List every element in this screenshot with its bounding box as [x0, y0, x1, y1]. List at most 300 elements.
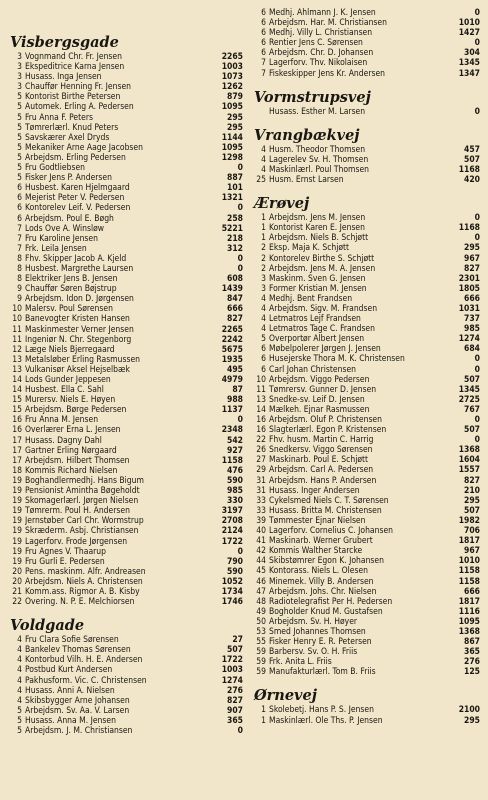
phone-number: 476	[227, 465, 243, 476]
resident-name: Kommis Richard Nielsen	[25, 465, 118, 476]
resident-name: Overing. N. P. E. Melchiorsen	[25, 597, 135, 608]
resident-row	[252, 304, 480, 314]
house-number: 5	[17, 726, 22, 736]
house-number: 59	[256, 657, 266, 668]
house-number: 53	[256, 626, 266, 637]
resident-name: Fisker Jens P. Andersen	[25, 173, 112, 184]
resident-row	[8, 52, 243, 62]
phone-number: 827	[227, 695, 243, 706]
resident-row	[8, 506, 243, 516]
resident-row	[252, 716, 480, 726]
resident-name: Letmatros Lejf Frandsen	[269, 314, 361, 325]
house-number: 3	[261, 273, 266, 284]
resident-row	[252, 425, 480, 435]
resident-row	[252, 58, 480, 68]
resident-name: Carl Johan Christensen	[269, 364, 356, 375]
resident-name: Skibsbygger Arne Johansen	[25, 695, 130, 706]
phone-number: 1817	[458, 596, 480, 607]
resident-row	[252, 496, 480, 506]
resident-row	[8, 486, 243, 496]
house-number: 7	[17, 233, 22, 244]
house-number: 17	[12, 435, 22, 446]
phone-number: 1168	[458, 223, 480, 234]
phone-number: 1262	[221, 82, 243, 93]
phone-number: 1010	[458, 18, 480, 29]
house-number: 19	[12, 486, 22, 497]
house-number: 40	[256, 526, 266, 537]
phone-number: 0	[237, 546, 243, 557]
resident-row	[8, 635, 243, 645]
phone-number: 365	[464, 647, 480, 658]
phone-number: 295	[464, 495, 480, 506]
resident-name: Gartner Erling Nørgaard	[25, 445, 117, 456]
phone-number: 1158	[458, 576, 480, 587]
house-number: 8	[17, 263, 22, 274]
phone-number: 967	[464, 253, 480, 264]
phone-number: 867	[464, 637, 480, 648]
house-number: 16	[12, 415, 22, 426]
resident-row	[8, 415, 243, 425]
phone-number: 1116	[458, 606, 480, 617]
resident-row	[252, 344, 480, 354]
resident-name: Tømrerlærl. Knud Peters	[25, 122, 119, 133]
phone-number: 276	[227, 685, 243, 696]
resident-name: Kontorist Karen E. Jensen	[269, 223, 365, 234]
house-number: 7	[261, 58, 266, 69]
house-number: 42	[256, 546, 266, 557]
resident-row	[8, 425, 243, 435]
resident-list	[252, 705, 480, 725]
phone-number: 4979	[221, 375, 243, 385]
phone-number: 737	[464, 314, 480, 325]
resident-name: Fru Karoline Jensen	[25, 233, 98, 244]
house-number: 4	[261, 154, 266, 165]
phone-number: 1734	[221, 586, 243, 597]
phone-number: 0	[474, 8, 480, 18]
resident-name: Malersv. Poul Sørensen	[25, 304, 113, 315]
house-number: 6	[261, 364, 266, 375]
resident-name: Cykelsmed Niels C. T. Sørensen	[269, 495, 389, 506]
resident-row	[252, 667, 480, 677]
resident-name: Arbejdsm. Viggo Pedersen	[269, 374, 370, 385]
house-number: 9	[17, 294, 22, 305]
resident-row	[252, 334, 480, 344]
resident-name: Lagerelev Sv. H. Thomsen	[269, 154, 369, 165]
resident-list	[8, 635, 243, 736]
house-number: 16	[256, 425, 266, 436]
house-number: 3	[17, 62, 22, 73]
resident-row	[8, 365, 243, 375]
phone-number: 0	[237, 415, 243, 426]
phone-number: 1073	[221, 72, 243, 83]
phone-number: 985	[464, 324, 480, 335]
phone-number: 295	[464, 243, 480, 254]
resident-name: Minemek. Villy B. Andersen	[269, 576, 374, 587]
phone-number: 827	[227, 314, 243, 325]
resident-row	[252, 365, 480, 375]
resident-name: Maskinlærl. Poul Thomsen	[269, 164, 369, 175]
resident-name: Fru Anna F. Peters	[25, 112, 93, 123]
resident-name: Husass. Anna M. Jensen	[25, 715, 116, 726]
phone-number: 0	[474, 364, 480, 375]
phone-number: 3197	[221, 506, 243, 517]
resident-name: Boghandlermedhj. Hans Bigum	[25, 475, 144, 486]
house-number: 13	[12, 354, 22, 365]
house-number: 44	[256, 556, 266, 567]
resident-name: Elektriker Jens B. Jensen	[25, 274, 118, 285]
resident-name: Murersv. Niels E. Høyen	[25, 395, 116, 406]
resident-name: Arbejdsm. Johs. Chr. Nielsen	[269, 586, 377, 597]
resident-name: Husass. Anni A. Nielsen	[25, 685, 115, 696]
phone-number: 1368	[458, 445, 480, 456]
resident-name: Chauffør Søren Bøjstrup	[25, 284, 117, 295]
resident-row	[8, 716, 243, 726]
resident-row	[252, 385, 480, 395]
street-heading: Vormstrupsvej	[254, 88, 371, 106]
resident-name: Pakhusform. Vic. C. Christensen	[25, 675, 147, 686]
house-number: 55	[256, 637, 266, 648]
phone-number: 365	[227, 715, 243, 726]
resident-name: Vognmand Chr. Fr. Jensen	[25, 52, 122, 62]
resident-name: Tømrersv. Gunner D. Jensen	[269, 384, 377, 395]
house-number: 14	[12, 385, 22, 396]
resident-row	[8, 446, 243, 456]
resident-name: Skræderm. Asbj. Christiansen	[25, 526, 139, 537]
phone-number: 1722	[221, 655, 243, 666]
house-number: 5	[17, 173, 22, 184]
house-number: 25	[256, 175, 266, 186]
resident-row	[252, 627, 480, 637]
resident-name: Arbejdsm. Erling Pedersen	[25, 152, 126, 163]
resident-row	[8, 686, 243, 696]
phone-number: 706	[464, 526, 480, 537]
resident-row	[252, 69, 480, 79]
resident-row	[8, 466, 243, 476]
resident-row	[8, 557, 243, 567]
house-number: 17	[12, 455, 22, 466]
resident-row	[8, 476, 243, 486]
resident-name: Kontorelev Leif. V. Pedersen	[25, 203, 131, 214]
house-number: 5	[17, 132, 22, 143]
resident-name: Letmatros Tage C. Frandsen	[269, 324, 375, 335]
resident-row	[8, 214, 243, 224]
house-number: 4	[17, 695, 22, 706]
phone-number: 101	[227, 183, 243, 194]
resident-name: Arbejdsm. Sv. Aa. V. Larsen	[25, 705, 130, 716]
resident-row	[252, 607, 480, 617]
resident-row	[252, 405, 480, 415]
resident-row	[8, 696, 243, 706]
resident-row	[252, 637, 480, 647]
resident-row	[252, 233, 480, 243]
house-number: 10	[12, 314, 22, 325]
resident-row	[252, 556, 480, 566]
house-number: 4	[261, 164, 266, 175]
phone-number: 0	[237, 253, 243, 264]
resident-row	[8, 244, 243, 254]
resident-row	[8, 102, 243, 112]
resident-row	[8, 577, 243, 587]
resident-name: Banevogter Kristen Hansen	[25, 314, 130, 325]
resident-row	[8, 345, 243, 355]
phone-number: 312	[227, 243, 243, 254]
resident-row	[8, 153, 243, 163]
resident-row	[8, 587, 243, 597]
house-number: 4	[261, 303, 266, 314]
house-number: 6	[17, 203, 22, 214]
phone-number: 2100	[458, 705, 480, 716]
phone-number: 507	[464, 374, 480, 385]
resident-name: Fisker Henry E. R. Petersen	[269, 637, 372, 648]
resident-row	[8, 547, 243, 557]
house-number: 4	[17, 635, 22, 646]
house-number: 4	[261, 293, 266, 304]
resident-name: Maskinarb. Werner Grubert	[269, 536, 373, 547]
phone-number: 295	[227, 122, 243, 133]
house-number: 2	[261, 263, 266, 274]
resident-row	[252, 577, 480, 587]
house-number: 5	[17, 715, 22, 726]
resident-row	[8, 496, 243, 506]
resident-row	[252, 294, 480, 304]
left-column	[8, 34, 243, 746]
resident-name: Medhj. Ahlmann J. K. Jensen	[269, 8, 376, 18]
phone-number: 0	[237, 726, 243, 736]
resident-name: Ingeniør N. Chr. Stegenborg	[25, 334, 132, 345]
resident-row	[252, 455, 480, 465]
resident-row	[252, 375, 480, 385]
house-number: 19	[12, 536, 22, 547]
resident-name: Skomagerlærl. Jørgen Nielsen	[25, 496, 139, 507]
house-number: 4	[17, 655, 22, 666]
street-list	[8, 34, 243, 736]
house-number: 41	[256, 536, 266, 547]
resident-row	[8, 395, 243, 405]
phone-number: 0	[237, 203, 243, 214]
phone-number: 258	[227, 213, 243, 224]
resident-name: Ekspeditrice Karna Jensen	[25, 62, 125, 73]
resident-name: Fiskeskipper Jens Kr. Andersen	[269, 68, 386, 79]
phone-number: 666	[464, 586, 480, 597]
house-number: 14	[256, 404, 266, 415]
resident-row	[8, 82, 243, 92]
resident-name: Arbejdsm. J. M. Christiansen	[25, 726, 133, 736]
resident-name: Arbejdsm. Har. M. Christiansen	[269, 18, 387, 29]
house-number: 21	[12, 586, 22, 597]
phone-number: 218	[227, 233, 243, 244]
resident-row	[8, 405, 243, 415]
house-number: 8	[17, 274, 22, 285]
street-heading: Voldgade	[10, 617, 85, 635]
resident-name: Skolebetj. Hans P. S. Jensen	[269, 705, 374, 716]
house-number: 13	[256, 394, 266, 405]
house-number: 31	[256, 485, 266, 496]
phone-number: 985	[227, 486, 243, 497]
house-number: 29	[256, 465, 266, 476]
resident-row	[8, 537, 243, 547]
resident-name: Husass. Inger Andersen	[269, 485, 360, 496]
resident-row	[252, 587, 480, 597]
resident-name: Pens. maskinm. Alfr. Andreasen	[25, 566, 146, 577]
resident-name: Arbejdsm. Sv. H. Høyer	[269, 616, 358, 627]
resident-row	[8, 163, 243, 173]
phone-number: 495	[227, 364, 243, 375]
phone-number: 790	[227, 556, 243, 567]
house-number: 16	[12, 425, 22, 436]
house-number: 4	[17, 675, 22, 686]
house-number: 4	[261, 314, 266, 325]
resident-row	[252, 274, 480, 284]
resident-name: Snedke-sv. Leif D. Jensen	[269, 394, 365, 405]
phone-number: 1095	[221, 142, 243, 153]
house-number: 5	[17, 152, 22, 163]
resident-row	[8, 516, 243, 526]
resident-name: Fhv. husm. Martin C. Harrig	[269, 435, 374, 446]
phone-number: 507	[227, 645, 243, 656]
phone-number: 847	[227, 294, 243, 305]
phone-number: 1557	[458, 465, 480, 476]
resident-row	[252, 223, 480, 233]
resident-name: Husbest. Karen Hjelmgaard	[25, 183, 130, 194]
resident-row	[8, 284, 243, 294]
phone-number: 1427	[458, 28, 480, 39]
resident-name: Mejerist Peter V. Pedersen	[25, 193, 125, 204]
phone-number: 2348	[221, 425, 243, 436]
house-number: 6	[261, 48, 266, 59]
resident-name: Arbejdsm. Niels B. Schjøtt	[269, 233, 369, 244]
resident-row	[8, 597, 243, 607]
resident-name: Arbejdsm. Hilbert Thomsen	[25, 455, 130, 466]
resident-row	[252, 145, 480, 155]
resident-row	[8, 314, 243, 324]
resident-row	[8, 234, 243, 244]
resident-name: Arbejdsm. Poul E. Bøgh	[25, 213, 114, 224]
resident-row	[8, 355, 243, 365]
phone-number: 684	[464, 344, 480, 355]
phone-number: 2725	[458, 394, 480, 405]
resident-name: Kommis Walther Starcke	[269, 546, 363, 557]
phone-number: 827	[464, 475, 480, 486]
resident-name: Møbelpolerer Jørgen J. Jensen	[269, 344, 381, 355]
house-number: 16	[256, 415, 266, 425]
resident-row	[8, 567, 243, 577]
house-number: 7	[17, 223, 22, 234]
house-number: 3	[17, 72, 22, 83]
resident-name: Maskinlærl. Ole Ths. P. Jensen	[269, 715, 383, 726]
resident-row	[8, 193, 243, 203]
resident-row	[252, 243, 480, 253]
house-number: 1	[261, 213, 266, 224]
resident-row	[252, 354, 480, 364]
house-number: 31	[256, 475, 266, 486]
phone-number: 0	[474, 233, 480, 244]
resident-name: Kontorist Birthe Petersen	[25, 92, 121, 103]
house-number: 5	[17, 112, 22, 123]
house-number: 11	[256, 384, 266, 395]
house-number: 5	[17, 122, 22, 133]
phone-number: 0	[474, 435, 480, 446]
resident-name: Arbejdsm. Niels A. Christensen	[25, 576, 143, 587]
phone-number: 1347	[458, 68, 480, 79]
house-number: 10	[256, 374, 266, 385]
resident-name: Slagterlærl. Egon P. Kristensen	[269, 425, 387, 436]
house-number: 6	[261, 344, 266, 355]
resident-name: Husass. Britta M. Christensen	[269, 505, 382, 516]
resident-row	[252, 617, 480, 627]
house-number: 12	[12, 344, 22, 355]
resident-row	[252, 415, 480, 425]
phone-number: 1746	[221, 597, 243, 608]
phone-number: 1935	[221, 354, 243, 365]
resident-row	[252, 8, 480, 18]
house-number: 10	[12, 304, 22, 315]
house-number: 5	[17, 163, 22, 174]
resident-row	[252, 566, 480, 576]
phone-number: 27	[232, 635, 243, 646]
house-number: 4	[17, 685, 22, 696]
resident-row	[8, 385, 243, 395]
resident-name: Bogholder Knud M. Gustafsen	[269, 606, 383, 617]
house-number: 13	[12, 364, 22, 375]
resident-name: Husm. Ernst Larsen	[269, 175, 344, 186]
phone-number: 827	[464, 263, 480, 274]
resident-name: Overlærer Erna L. Jensen	[25, 425, 121, 436]
phone-number: 879	[227, 92, 243, 103]
house-number: 11	[12, 324, 22, 335]
house-number: 19	[12, 516, 22, 527]
phone-number: 1604	[458, 455, 480, 466]
house-number: 59	[256, 667, 266, 678]
phone-number: 1368	[458, 626, 480, 637]
house-number: 5	[17, 705, 22, 716]
house-number: 4	[17, 645, 22, 656]
phone-number: 988	[227, 395, 243, 406]
phone-number: 1274	[221, 675, 243, 686]
resident-name: Former Kristian M. Jensen	[269, 283, 367, 294]
resident-name: Husbest. Ella C. Sahl	[25, 385, 104, 396]
phone-number: 0	[237, 263, 243, 274]
resident-name: Arbejdsm. Hans P. Andersen	[269, 475, 377, 486]
resident-row	[252, 516, 480, 526]
resident-row	[252, 506, 480, 516]
resident-name: Tømrerm. Poul H. Andersen	[25, 506, 130, 517]
street-heading: Ærøvej	[254, 195, 310, 213]
resident-row	[252, 155, 480, 165]
resident-name: Husejerske Thora M. K. Christensen	[269, 354, 405, 365]
resident-name: Arbejdsm. Jens M. A. Jensen	[269, 263, 376, 274]
resident-row	[8, 123, 243, 133]
resident-row	[252, 657, 480, 667]
house-number: 33	[256, 505, 266, 516]
street-section	[8, 617, 243, 736]
street-section	[252, 195, 480, 677]
resident-name: Eksp. Maja K. Schjøtt	[269, 243, 350, 254]
resident-name: Arbejdsm. Chr. D. Johansen	[269, 48, 374, 59]
phone-number: 420	[464, 175, 480, 186]
house-number: 3	[261, 283, 266, 294]
resident-name: Automek. Erling A. Pedersen	[25, 102, 134, 113]
resident-name: Læge Niels Bjerregaard	[25, 344, 115, 355]
house-number: 15	[12, 395, 22, 406]
resident-row	[252, 465, 480, 475]
phone-number: 2301	[458, 273, 480, 284]
phone-number: 125	[464, 667, 480, 678]
resident-row	[8, 143, 243, 153]
resident-name: Frk. Leila Jensen	[25, 243, 87, 254]
phone-number: 542	[227, 435, 243, 446]
resident-row	[8, 726, 243, 736]
resident-name: Postbud Kurt Andersen	[25, 665, 113, 676]
